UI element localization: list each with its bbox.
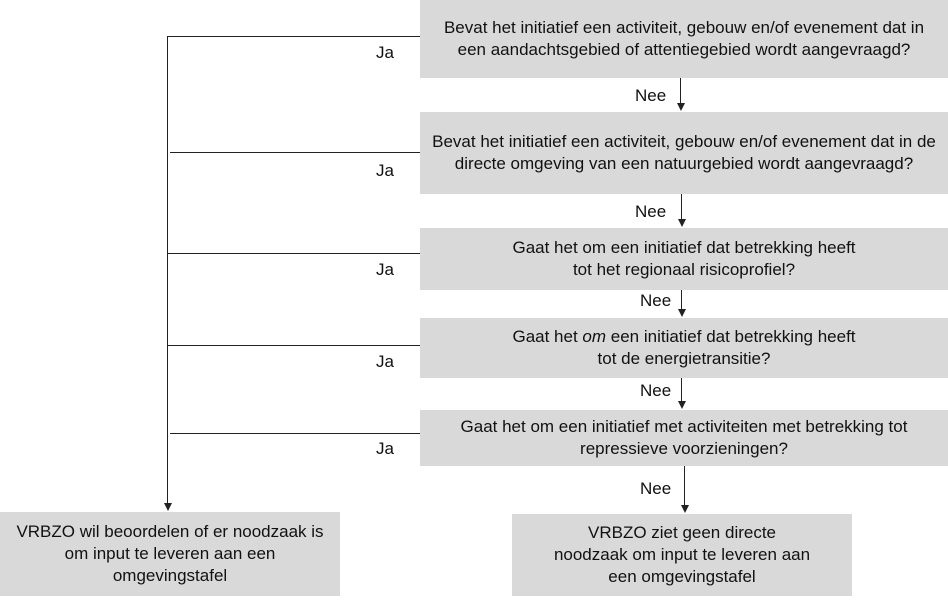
no-label-5: Nee (640, 479, 672, 498)
arrow-down-icon (678, 219, 686, 227)
yes-line-4 (167, 345, 420, 346)
question-2-text: Bevat het initiatief een activiteit, gebouw en/of evenement dat in de directe omgeving van een natuurgebied wordt aangevraagd? (432, 132, 936, 173)
no-label-2: Nee (635, 202, 667, 221)
question-3 (420, 228, 948, 290)
yes-label-5: Ja (376, 439, 394, 458)
question-4 (420, 318, 948, 378)
arrow-down-icon (677, 103, 685, 111)
no-label-4: Nee (640, 381, 672, 400)
yes-label-3: Ja (376, 260, 394, 279)
yes-trunk-line (167, 36, 168, 504)
question-3-text: Gaat het om een initiatief dat betrekking heeft tot het regionaal risicoprofiel? (512, 238, 856, 279)
no-line-5 (684, 466, 685, 506)
arrow-down-icon (681, 505, 689, 513)
no-label-3: Nee (640, 291, 672, 310)
question-5 (420, 410, 948, 466)
outcome-no: VRBZO ziet geen directe noodzaak om input te leveren aan een omgevingstafel (512, 514, 852, 596)
yes-line-5 (170, 433, 420, 434)
question-5-text: Gaat het om een initiatief met activiteiten met betrekking tot repressieve voorzieningen? (460, 417, 908, 458)
question-1 (420, 0, 948, 78)
no-line-4 (681, 378, 682, 402)
question-1-text: Bevat het initiatief een activiteit, gebouw en/of evenement dat in een aandachtsgebied of attentiegebied wordt aangevraagd? (443, 18, 925, 59)
yes-label-2: Ja (376, 161, 394, 180)
outcome-yes: VRBZO wil beoordelen of er noodzaak is om input te leveren aan een omgevingstafel (0, 512, 340, 596)
no-line-1 (680, 78, 681, 104)
no-line-2 (681, 194, 682, 220)
yes-label-1: Ja (376, 43, 394, 62)
question-2 (420, 112, 948, 194)
arrow-down-icon (678, 309, 686, 317)
arrow-down-icon (164, 503, 172, 511)
yes-label-4: Ja (376, 352, 394, 371)
yes-line-3 (167, 253, 420, 254)
yes-line-2 (170, 152, 420, 153)
question-4-text: Gaat het om een initiatief dat betrekking heeft tot de energietransitie? (512, 327, 856, 368)
arrow-down-icon (678, 401, 686, 409)
yes-line-1 (167, 36, 420, 37)
no-line-3 (681, 290, 682, 310)
no-label-1: Nee (635, 86, 667, 105)
